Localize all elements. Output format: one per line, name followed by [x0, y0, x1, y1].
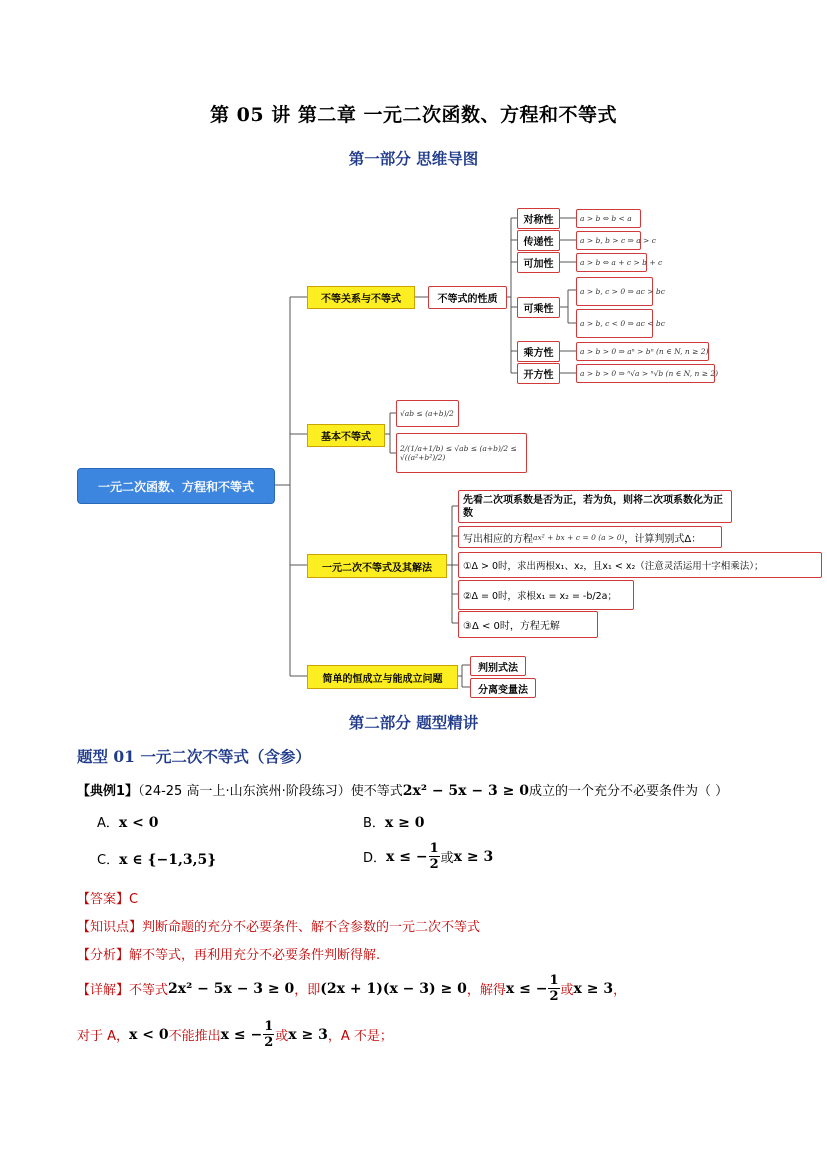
option-d-value-right: x ≥ 3 [453, 848, 494, 865]
analysis-line [77, 944, 380, 963]
option-c-label: C． [97, 853, 120, 868]
detail-math-1: 2x² − 5x − 3 ≥ 0 [168, 980, 295, 997]
fraction-denominator: 2 [264, 1035, 274, 1050]
line2-fraction [263, 1020, 274, 1049]
formula-mean-chain: 2/(1/a+1/b) ≤ √ab ≤ (a+b)/2 ≤ √((a²+b²)/2) [396, 433, 527, 473]
property-power: 乘方性 [517, 341, 560, 362]
formula-additivity: a > b ⇔ a + c > b + c [576, 253, 647, 272]
method-discriminant: 判别式法 [470, 656, 526, 676]
knowledge-label: 【知识点】 [77, 920, 143, 935]
detail-math-4: x ≥ 3 [573, 980, 614, 997]
option-d-value-left: x ≤ − [386, 848, 428, 865]
knowledge-value: 判断命题的充分不必要条件、解不含参数的一元二次不等式 [142, 920, 481, 935]
option-a-label: A． [97, 816, 119, 831]
property-symmetry: 对称性 [517, 208, 560, 229]
section-heading-mindmap: 第一部分 思维导图 [348, 149, 479, 168]
formula-root: a > b > 0 ⇒ ⁿ√a > ⁿ√b (n ∈ N, n ≥ 2) [576, 364, 715, 383]
knowledge-line [77, 916, 480, 935]
fraction-denominator: 2 [429, 857, 439, 872]
option-a-value: x < 0 [118, 815, 159, 831]
property-multiplicativity: 可乘性 [517, 297, 560, 318]
option-d-label: D． [363, 851, 387, 866]
line2-text-3: 或 [275, 1029, 289, 1044]
mindmap-node-inequality-properties: 不等式的性质 [428, 286, 507, 309]
option-c [97, 849, 216, 868]
mindmap-branch-inequality-relations: 不等关系与不等式 [307, 286, 415, 309]
mindmap-root: 一元二次函数、方程和不等式 [77, 468, 275, 504]
step-discriminant [458, 526, 722, 548]
answer-label: 【答案】 [77, 892, 130, 907]
section-heading-problems: 第二部分 题型精讲 [348, 713, 479, 732]
property-root: 开方性 [517, 363, 560, 384]
fraction-numerator: 1 [549, 973, 559, 988]
detail-label: 【详解】 [77, 983, 130, 998]
step-case-zero: ②Δ = 0时，求根x₁ = x₂ = -b/2a； [458, 580, 634, 610]
formula-multiplicativity-positive: a > b, c > 0 ⇒ ac > bc [576, 277, 653, 306]
detail-text-1: 不等式 [129, 983, 169, 998]
formula-multiplicativity-negative: a > b, c < 0 ⇒ ac < bc [576, 309, 653, 338]
detail-line [77, 974, 626, 1003]
formula-transitivity: a > b, b > c ⇒ a > c [576, 231, 641, 250]
option-b [363, 812, 425, 831]
option-a [97, 812, 158, 831]
fraction-numerator: 1 [264, 1019, 274, 1034]
example-label: 【典例1】 [77, 784, 139, 799]
page-title: 第 05 讲 第二章 一元二次函数、方程和不等式 [210, 104, 617, 126]
step-case-positive: ①Δ > 0时，求出两根x₁、x₂，且x₁ < x₂（注意灵活运用十字相乘法）； [458, 552, 822, 578]
step-discriminant-text: 写出相应的方程 [463, 533, 533, 545]
line2-math-2: x ≤ − [220, 1026, 263, 1043]
detail-math-3: x ≤ − [505, 980, 548, 997]
option-d [363, 842, 493, 871]
property-transitivity: 传递性 [517, 230, 560, 251]
mindmap-branch-always-holds: 简单的恒成立与能成立问题 [307, 665, 458, 689]
fraction-numerator: 1 [429, 841, 439, 856]
step-normalize-coefficient: 先看二次项系数是否为正，若为负，则将二次项系数化为正数 [458, 490, 732, 523]
line2-text-4: ，A 不是； [327, 1029, 393, 1044]
detail-fraction [548, 974, 559, 1003]
line2-text-1: 对于 A， [77, 1029, 130, 1044]
analysis-value: 解不等式，再利用充分不必要条件判断得解. [129, 948, 381, 963]
analysis-label: 【分析】 [77, 948, 130, 963]
option-b-label: B． [363, 816, 385, 831]
property-additivity: 可加性 [517, 252, 560, 273]
line2-math-3: x ≥ 3 [288, 1026, 328, 1043]
option-d-fraction [429, 842, 440, 871]
detail-text-5: ， [613, 983, 627, 998]
example-tail: 成立的一个充分不必要条件为（ ） [528, 784, 729, 799]
problem-type-title: 题型 01 一元二次不等式（含参） [77, 747, 311, 766]
detail-text-4: 或 [560, 983, 574, 998]
formula-symmetry: a > b ⇔ b < a [576, 209, 641, 228]
detail-math-2: (2x + 1)(x − 3) ≥ 0 [320, 980, 467, 997]
method-separation-of-variables: 分离变量法 [470, 678, 536, 698]
fraction-denominator: 2 [549, 989, 559, 1004]
answer-value: C [129, 892, 139, 907]
step-case-negative: ③Δ < 0时，方程无解 [458, 611, 598, 638]
option-a-analysis [77, 1020, 393, 1049]
detail-text-2: ，即 [294, 983, 321, 998]
answer-line [77, 888, 138, 907]
step-discriminant-equation: ax² + bx + c = 0 (a > 0) [533, 532, 625, 542]
option-b-value: x ≥ 0 [384, 815, 425, 831]
formula-power: a > b > 0 ⇒ aⁿ > bⁿ (n ∈ N, n ≥ 2) [576, 342, 709, 361]
mindmap-branch-quadratic-inequality: 一元二次不等式及其解法 [307, 554, 447, 578]
example-question [77, 780, 817, 799]
option-d-or: 或 [440, 851, 454, 866]
formula-basic-inequality: √ab ≤ (a+b)/2 [396, 400, 459, 427]
detail-text-3: ，解得 [466, 983, 506, 998]
line2-math-1: x < 0 [129, 1026, 169, 1043]
step-discriminant-tail: ，计算判别式Δ： [624, 533, 702, 545]
example-inequality: 2x² − 5x − 3 ≥ 0 [402, 783, 529, 799]
mindmap-branch-basic-inequality: 基本不等式 [307, 424, 385, 447]
line2-text-2: 不能推出 [168, 1029, 221, 1044]
example-source: （24-25 高一上·山东滨州·阶段练习）使不等式 [138, 784, 403, 799]
option-c-value: x ∈ {−1,3,5} [119, 852, 217, 868]
